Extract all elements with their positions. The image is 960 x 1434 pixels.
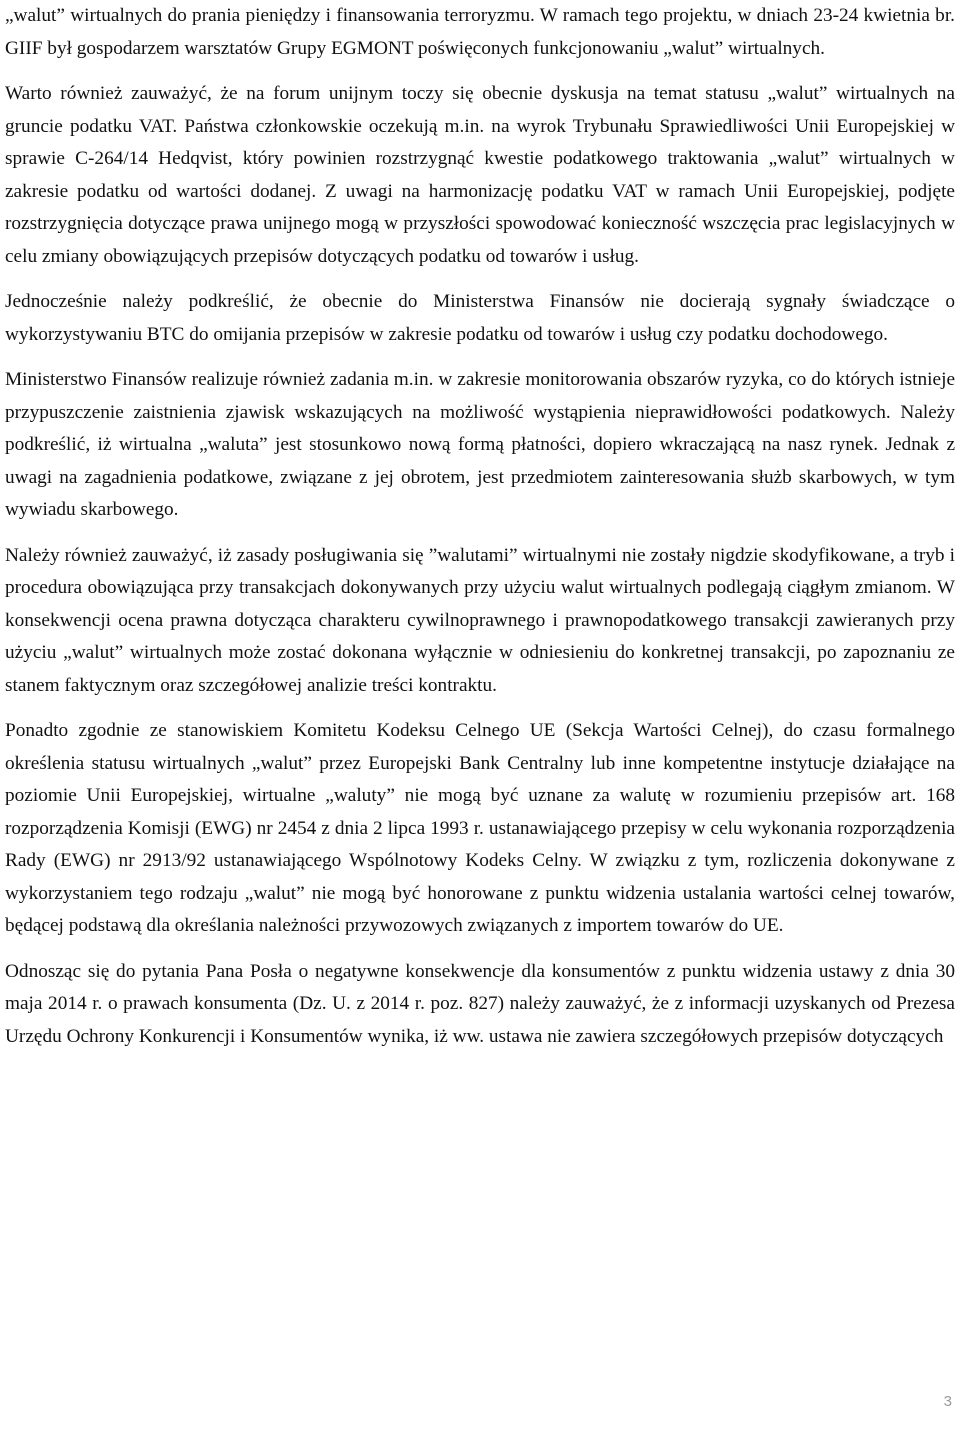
paragraph-1: „walut” wirtualnych do prania pieniędzy i finansowania terroryzmu. W ramach tego projektu, w dniach 23-24 kwietnia br. GIIF był gospodarzem warsztatów Grupy EGMONT poświęconych funkcjonowaniu „walut” wirtualnych.: [5, 5, 955, 59]
document-page: [5, 0, 955, 1066]
paragraph-2: Warto również zauważyć, że na forum unijnym toczy się obecnie dyskusja na temat statusu „walut” wirtualnych na gruncie podatku VAT. Państwa członkowskie oczekują m.in. na wyrok Trybunału Sprawiedliwości Unii Europejskiej w sprawie C-264/14 Hedqvist, który powinien rozstrzygnąć kwestie podatkowego traktowania „walut” wirtualnych w zakresie podatku od wartości dodanej. Z uwagi na harmonizację podatku VAT w ramach Unii Europejskiej, podjęte rozstrzygnięcia dotyczące prawa unijnego mogą w przyszłości spowodować konieczność wszczęcia prac legislacyjnych w celu zmiany obowiązujących przepisów dotyczących podatku od towarów i usług.: [5, 83, 955, 267]
paragraph-6: Ponadto zgodnie ze stanowiskiem Komitetu Kodeksu Celnego UE (Sekcja Wartości Celnej), do czasu formalnego określenia statusu wirtualnych „walut” przez Europejski Bank Centralny lub inne kompetentne instytucje działające na poziomie Unii Europejskiej, wirtualne „waluty” nie mogą być uznane za walutę w rozumieniu przepisów art. 168 rozporządzenia Komisji (EWG) nr 2454 z dnia 2 lipca 1993 r. ustanawiającego przepisy w celu wykonania rozporządzenia Rady (EWG) nr 2913/92 ustanawiającego Wspólnotowy Kodeks Celny. W związku z tym, rozliczenia dokonywane z wykorzystaniem tego rodzaju „walut” nie mogą być honorowane z punktu widzenia ustalania wartości celnej towarów, będącej podstawą dla określania należności przywozowych związanych z importem towarów do UE.: [5, 720, 955, 936]
page-number: 3: [943, 1393, 952, 1410]
paragraph-7: Odnosząc się do pytania Pana Posła o negatywne konsekwencje dla konsumentów z punktu widzenia ustawy z dnia 30 maja 2014 r. o prawach konsumenta (Dz. U. z 2014 r. poz. 827) należy zauważyć, że z informacji uzyskanych od Prezesa Urzędu Ochrony Konkurencji i Konsumentów wynika, iż ww. ustawa nie zawiera szczegółowych przepisów dotyczących: [5, 960, 955, 1047]
paragraph-5: Należy również zauważyć, iż zasady posługiwania się ”walutami” wirtualnymi nie zostały nigdzie skodyfikowane, a tryb i procedura obowiązująca przy transakcjach dokonywanych przy użyciu walut wirtualnych podlegają ciągłym zmianom. W konsekwencji ocena prawna dotycząca charakteru cywilnoprawnego i prawnopodatkowego transakcji zawieranych przy użyciu „walut” wirtualnych może zostać dokonana wyłącznie w odniesieniu do konkretnej transakcji, po zapoznaniu ze stanem faktycznym oraz szczegółowej analizie treści kontraktu.: [5, 544, 955, 696]
paragraph-4: Ministerstwo Finansów realizuje również zadania m.in. w zakresie monitorowania obszarów ryzyka, co do których istnieje przypuszczenie zaistnienia zjawisk wskazujących na możliwość wystąpienia nieprawidłowości podatkowych. Należy podkreślić, iż wirtualna „waluta” jest stosunkowo nową formą płatności, dopiero wkraczającą na nasz rynek. Jednak z uwagi na zagadnienia podatkowe, związane z jej obrotem, jest przedmiotem zainteresowania służb skarbowych, w tym wywiadu skarbowego.: [5, 369, 955, 520]
paragraph-3: Jednocześnie należy podkreślić, że obecnie do Ministerstwa Finansów nie docierają sygnały świadczące o wykorzystywaniu BTC do omijania przepisów w zakresie podatku od towarów i usług czy podatku dochodowego.: [5, 291, 955, 345]
